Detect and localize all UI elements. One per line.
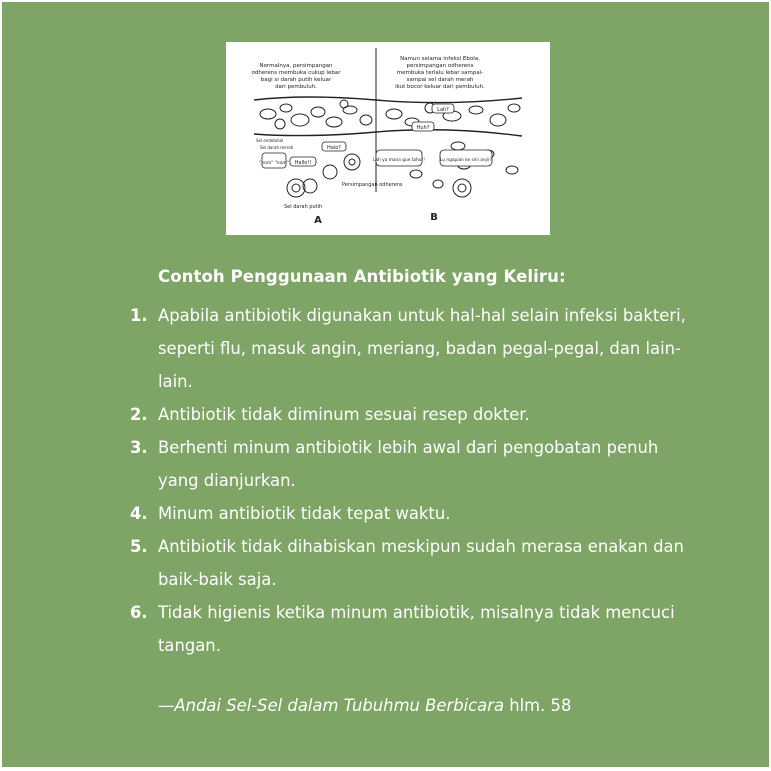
list-item-text: Antibiotik tidak dihabiskan meskipun sudah merasa enakan dan baik-baik saja.	[158, 537, 684, 589]
citation	[158, 696, 571, 715]
illustration	[226, 42, 550, 235]
blood-vessel-diagram	[226, 42, 550, 235]
section-heading: Contoh Penggunaan Antibiotik yang Keliru:	[158, 267, 566, 286]
svg-text:dari pembuluh.: dari pembuluh.	[275, 84, 317, 90]
list-item-text: Tidak higienis ketika minum antibiotik, misalnya tidak mencuci tangan.	[158, 603, 675, 655]
list-number: 2.	[130, 405, 148, 424]
panel-b-letter: B	[430, 212, 438, 223]
list-item-text: Apabila antibiotik digunakan untuk hal-hal selain infeksi bakteri, seperti flu, masuk angin, meriang, badan pegal-pegal, dan lain-lain.	[158, 306, 686, 391]
red-blood-cells	[260, 100, 520, 188]
bubble-halo: Halo?	[327, 145, 341, 151]
label-blood: Sel darah merah	[260, 145, 294, 150]
svg-text:persimpangan odherens: persimpangan odherens	[406, 63, 474, 69]
svg-text:odherens membuka cukup lebar: odherens membuka cukup lebar	[251, 70, 341, 76]
svg-text:membuka terlalu lebar sampai-: membuka terlalu lebar sampai-	[396, 70, 484, 76]
panel-b-caption	[395, 56, 485, 90]
list-item	[130, 497, 690, 530]
list-item-text: Antibiotik tidak diminum sesuai resep dokter.	[158, 405, 530, 424]
citation-dash: —	[158, 696, 175, 715]
green-card	[2, 2, 769, 767]
list-number: 3.	[130, 438, 148, 457]
bubble-hallo: Hallo!!	[294, 160, 312, 166]
list-item-text: Minum antibiotik tidak tepat waktu.	[158, 504, 451, 523]
label-endothel: Sel endotelial	[256, 138, 284, 143]
svg-text:Namun selama infeksi Ebola,: Namun selama infeksi Ebola,	[400, 56, 480, 62]
citation-book-title: Andai Sel-Sel dalam Tubuhmu Berbicara	[174, 696, 504, 715]
panel-a-caption	[252, 63, 342, 90]
citation-page: hlm. 58	[504, 696, 572, 715]
misuse-list	[130, 299, 690, 662]
panel-a-letter: A	[314, 215, 322, 226]
label-wbc: Sel darah putih	[284, 204, 323, 210]
bubble-ngapain: Lu ngapain ke sini anjir?	[440, 158, 492, 163]
list-item	[130, 431, 690, 497]
svg-text:ikut bocor keluar dari pembulu: ikut bocor keluar dari pembuluh.	[395, 84, 485, 90]
list-item-text: Berhenti minum antibiotik lebih awal dari pengobatan penuh yang dianjurkan.	[158, 438, 659, 490]
bubble-huh: Huh?	[416, 125, 430, 131]
list-number: 1.	[130, 306, 148, 325]
bubble-nom: "nom" "nom"	[259, 161, 289, 166]
svg-text:bagi si darah putih keluar: bagi si darah putih keluar	[260, 77, 332, 83]
svg-text:sampai sel darah merah: sampai sel darah merah	[406, 77, 474, 83]
list-item	[130, 596, 690, 662]
list-number: 5.	[130, 537, 148, 556]
bubble-lah: Lah?	[437, 107, 449, 113]
list-item	[130, 299, 690, 398]
list-item	[130, 398, 690, 431]
list-number: 6.	[130, 603, 148, 622]
svg-text:Normalnya, persimpangan: Normalnya, persimpangan	[259, 63, 333, 69]
list-number: 4.	[130, 504, 148, 523]
list-item	[130, 530, 690, 596]
bubble-mana: Lah ya mana gue tahu!!	[373, 158, 425, 163]
label-junction: Persimpangan odherens	[342, 182, 403, 188]
